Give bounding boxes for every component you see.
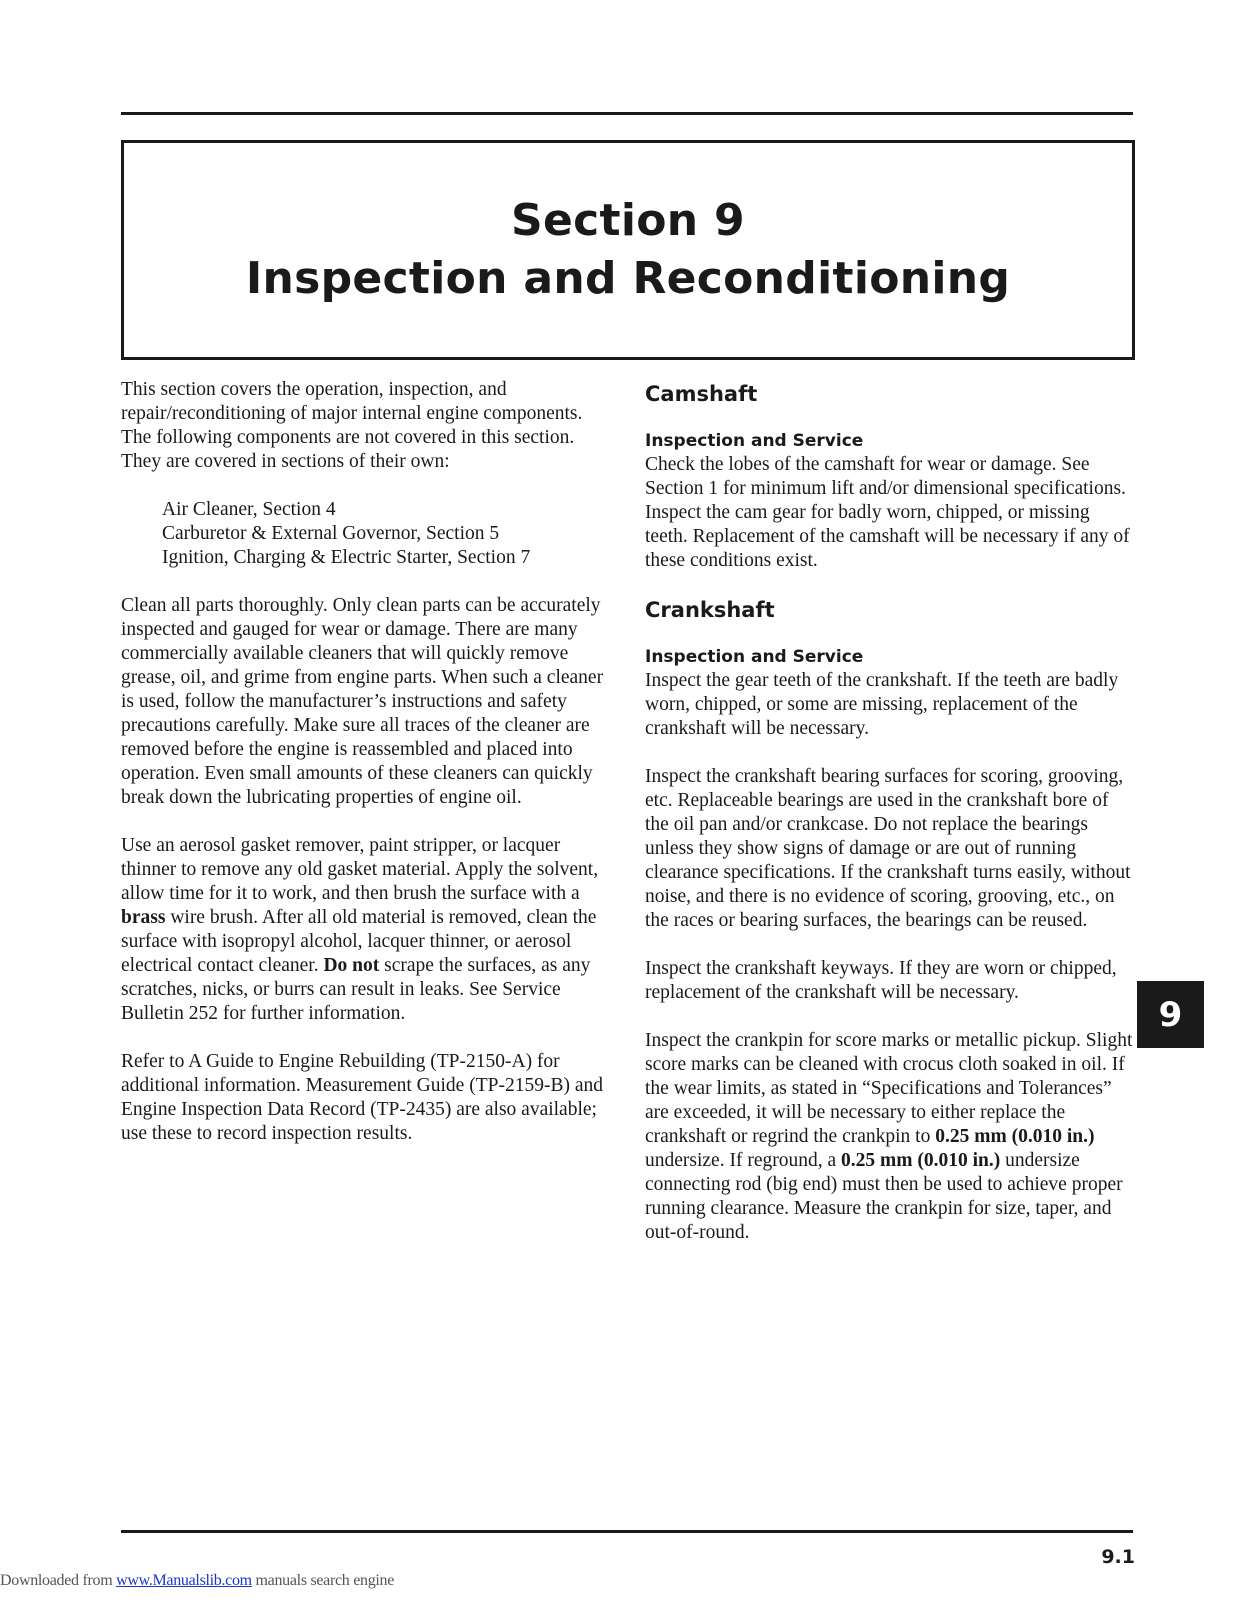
- crank-keyways-paragraph: Inspect the crankshaft keyways. If they are worn or chipped, replacement of the crankshaft will be necessary.: [645, 958, 1117, 1003]
- refer-paragraph: Refer to A Guide to Engine Rebuilding (TP-2150-A) for additional information. Measurement Guide (TP-2159-B) and Engine Inspection Data Record (TP-2435) are also available; use these to record inspection results.: [121, 1051, 603, 1144]
- do-not-emphasis: Do not: [323, 955, 380, 976]
- undersize-spec-1: 0.25 mm (0.010 in.): [935, 1126, 1095, 1147]
- manualslib-link[interactable]: www.Manualslib.com: [116, 1572, 252, 1589]
- crankshaft-heading: Crankshaft: [645, 598, 775, 622]
- gasket-paragraph: Use an aerosol gasket remover, paint stripper, or lacquer thinner to remove any old gasket material. Apply the solvent, allow time for it to work, and then brush the surface with a brass wire brush. After all old material is removed, clean the surface with isopropyl alcohol, lacquer thinner, or aerosol electrical contact cleaner. Do not scrape the surfaces, as any scratches, nicks, or burrs can result in leaks. See Service Bulletin 252 for further information.: [121, 835, 599, 1024]
- page-number: 9.1: [1101, 1546, 1135, 1568]
- crank-bearing-paragraph: Inspect the crankshaft bearing surfaces for scoring, grooving, etc. Replaceable bearings are used in the crankshaft bore of the oil pan and/or crankcase. Do not replace the bearings unless they show signs of damage or are out of running clearance specifications. If the crankshaft turns easily, without noise, and there is no evidence of scoring, grooving, etc., on the races or bearing surfaces, the bearings can be reused.: [645, 766, 1131, 931]
- top-rule: [121, 112, 1133, 115]
- camshaft-subheading: Inspection and Service: [645, 431, 864, 451]
- section-tab: 9: [1137, 981, 1204, 1048]
- section-title-box: [121, 140, 1135, 360]
- undersize-spec-2: 0.25 mm (0.010 in.): [841, 1150, 1001, 1171]
- list-item: Carburetor & External Governor, Section 5: [162, 523, 500, 544]
- brass-emphasis: brass: [121, 907, 166, 928]
- crank-gear-paragraph: Inspect the gear teeth of the crankshaft. If the teeth are badly worn, chipped, or some are missing, replacement of the crankshaft will be necessary.: [645, 670, 1119, 739]
- download-footer: Downloaded from www.Manualslib.com manuals search engine: [0, 1572, 395, 1589]
- excluded-sections-list: [162, 498, 611, 570]
- camshaft-paragraph: Check the lobes of the camshaft for wear or damage. See Section 1 for minimum lift and/or dimensional specifications. Inspect the cam gear for badly worn, chipped, or missing teeth. Replacement of the camshaft will be necessary if any of these conditions exist.: [645, 454, 1130, 571]
- crankpin-paragraph: Inspect the crankpin for score marks or metallic pickup. Slight score marks can be cleaned with crocus cloth soaked in oil. If the wear limits, as stated in “Specifications and Tolerances” are exceeded, it will be necessary to either replace the crankshaft or regrind the crankpin to 0.25 mm (0.010 in.) undersize. If reground, a 0.25 mm (0.010 in.) undersize connecting rod (big end) must then be used to achieve proper running clearance. Measure the crankpin for size, taper, and out-of-round.: [645, 1030, 1133, 1243]
- left-column: [121, 378, 611, 1170]
- camshaft-heading: Camshaft: [645, 382, 758, 406]
- bottom-rule: [121, 1530, 1133, 1533]
- intro-paragraph: This section covers the operation, inspection, and repair/reconditioning of major internal engine components. The following components are not covered in this section. They are covered in sections of their own:: [121, 379, 583, 472]
- right-column: [645, 378, 1135, 1269]
- cleaning-paragraph: Clean all parts thoroughly. Only clean parts can be accurately inspected and gauged for wear or damage. There are many commercially available cleaners that will quickly remove grease, oil, and grime from engine parts. When such a cleaner is used, follow the manufacturer’s instructions and safety precautions carefully. Make sure all traces of the cleaner are removed before the engine is reassembled and placed into operation. Even small amounts of these cleaners can quickly break down the lubricating properties of engine oil.: [121, 595, 604, 808]
- list-item: Ignition, Charging & Electric Starter, Section 7: [162, 547, 531, 568]
- section-label: Section 9: [511, 195, 745, 246]
- crankshaft-subheading: Inspection and Service: [645, 647, 864, 667]
- section-title: Inspection and Reconditioning: [245, 253, 1011, 304]
- list-item: Air Cleaner, Section 4: [162, 499, 336, 520]
